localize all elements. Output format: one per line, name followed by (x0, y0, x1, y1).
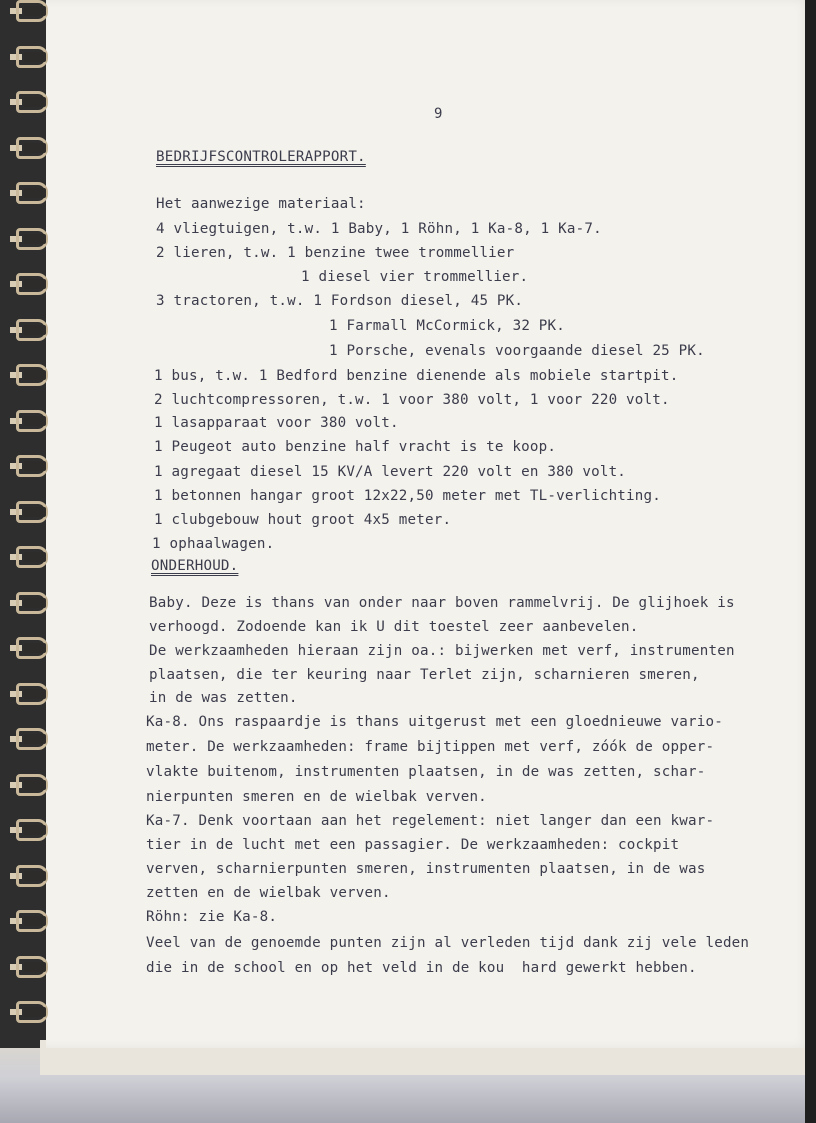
material-line: 1 ophaalwagen. (152, 536, 275, 552)
maintenance-line: die in de school en op het veld in de kou hard gewerkt hebben. (146, 960, 697, 976)
binding-ring (10, 0, 50, 24)
binding-ring (10, 956, 50, 980)
binding-ring (10, 455, 50, 479)
binding-ring (10, 1001, 50, 1025)
paper-page (46, 0, 810, 1048)
material-line: 1 Farmall McCormick, 32 PK. (329, 318, 566, 334)
maintenance-line: in de was zetten. (149, 690, 298, 706)
report-heading: BEDRIJFSCONTROLERAPPORT. (156, 149, 366, 165)
binding-ring (10, 683, 50, 707)
binding-ring (10, 546, 50, 570)
binding-ring (10, 364, 50, 388)
binding-ring (10, 137, 50, 161)
material-line: 1 bus, t.w. 1 Bedford benzine dienende als mobiele startpit. (154, 368, 679, 384)
material-line: 1 agregaat diesel 15 KV/A levert 220 volt en 380 volt. (154, 464, 627, 480)
binding-ring (10, 228, 50, 252)
binding-ring (10, 319, 50, 343)
material-line: 1 clubgebouw hout groot 4x5 meter. (154, 512, 452, 528)
maintenance-line: De werkzaamheden hieraan zijn oa.: bijwerken met verf, instrumenten (149, 643, 735, 659)
scan-edge (805, 0, 816, 1123)
maintenance-line: vlakte buitenom, instrumenten plaatsen, in de was zetten, schar- (146, 764, 706, 780)
binding-ring (10, 91, 50, 115)
maintenance-line: Ka-7. Denk voortaan aan het regelement: niet langer dan een kwar- (146, 813, 715, 829)
material-line: Het aanwezige materiaal: (156, 196, 366, 212)
binding-ring (10, 910, 50, 934)
maintenance-line: tier in de lucht met een passagier. De werkzaamheden: cockpit (146, 837, 680, 853)
binding-ring (10, 637, 50, 661)
material-line: 1 Peugeot auto benzine half vracht is te koop. (154, 439, 557, 455)
page-number: 9 (434, 106, 443, 122)
maintenance-line: Ka-8. Ons raspaardje is thans uitgerust met een gloednieuwe vario- (146, 714, 723, 730)
binding-ring (10, 865, 50, 889)
maintenance-line: zetten en de wielbak verven. (146, 885, 391, 901)
binding-ring (10, 774, 50, 798)
section-heading: ONDERHOUD. (151, 558, 239, 574)
typed-text (46, 0, 810, 1048)
material-line: 2 luchtcompressoren, t.w. 1 voor 380 volt, 1 voor 220 volt. (154, 392, 670, 408)
material-line: 4 vliegtuigen, t.w. 1 Baby, 1 Röhn, 1 Ka-8, 1 Ka-7. (156, 221, 602, 237)
binding-ring (10, 592, 50, 616)
material-line: 1 diesel vier trommellier. (301, 269, 529, 285)
binding-ring (10, 728, 50, 752)
material-line: 3 tractoren, t.w. 1 Fordson diesel, 45 PK. (156, 293, 524, 309)
maintenance-line: meter. De werkzaamheden: frame bijtippen met verf, zóók de opper- (146, 739, 715, 755)
binding-ring (10, 501, 50, 525)
maintenance-line: Veel van de genoemde punten zijn al verleden tijd dank zij vele leden (146, 935, 750, 951)
binding-ring (10, 182, 50, 206)
material-line: 1 Porsche, evenals voorgaande diesel 25 PK. (329, 343, 705, 359)
comb-binding (0, 0, 58, 1062)
binding-ring (10, 410, 50, 434)
maintenance-line: verven, scharnierpunten smeren, instrumenten plaatsen, in de was (146, 861, 706, 877)
material-line: 1 lasapparaat voor 380 volt. (154, 415, 399, 431)
material-line: 1 betonnen hangar groot 12x22,50 meter met TL-verlichting. (154, 488, 662, 504)
material-line: 2 lieren, t.w. 1 benzine twee trommellier (156, 245, 515, 261)
binding-ring (10, 819, 50, 843)
maintenance-line: Baby. Deze is thans van onder naar boven rammelvrij. De glijhoek is (149, 595, 735, 611)
maintenance-line: nierpunten smeren en de wielbak verven. (146, 789, 487, 805)
binding-ring (10, 46, 50, 70)
maintenance-line: verhoogd. Zodoende kan ik U dit toestel zeer aanbevelen. (149, 619, 639, 635)
maintenance-line: plaatsen, die ter keuring naar Terlet zijn, scharnieren smeren, (149, 667, 700, 683)
binding-ring (10, 273, 50, 297)
maintenance-line: Röhn: zie Ka-8. (146, 909, 278, 925)
